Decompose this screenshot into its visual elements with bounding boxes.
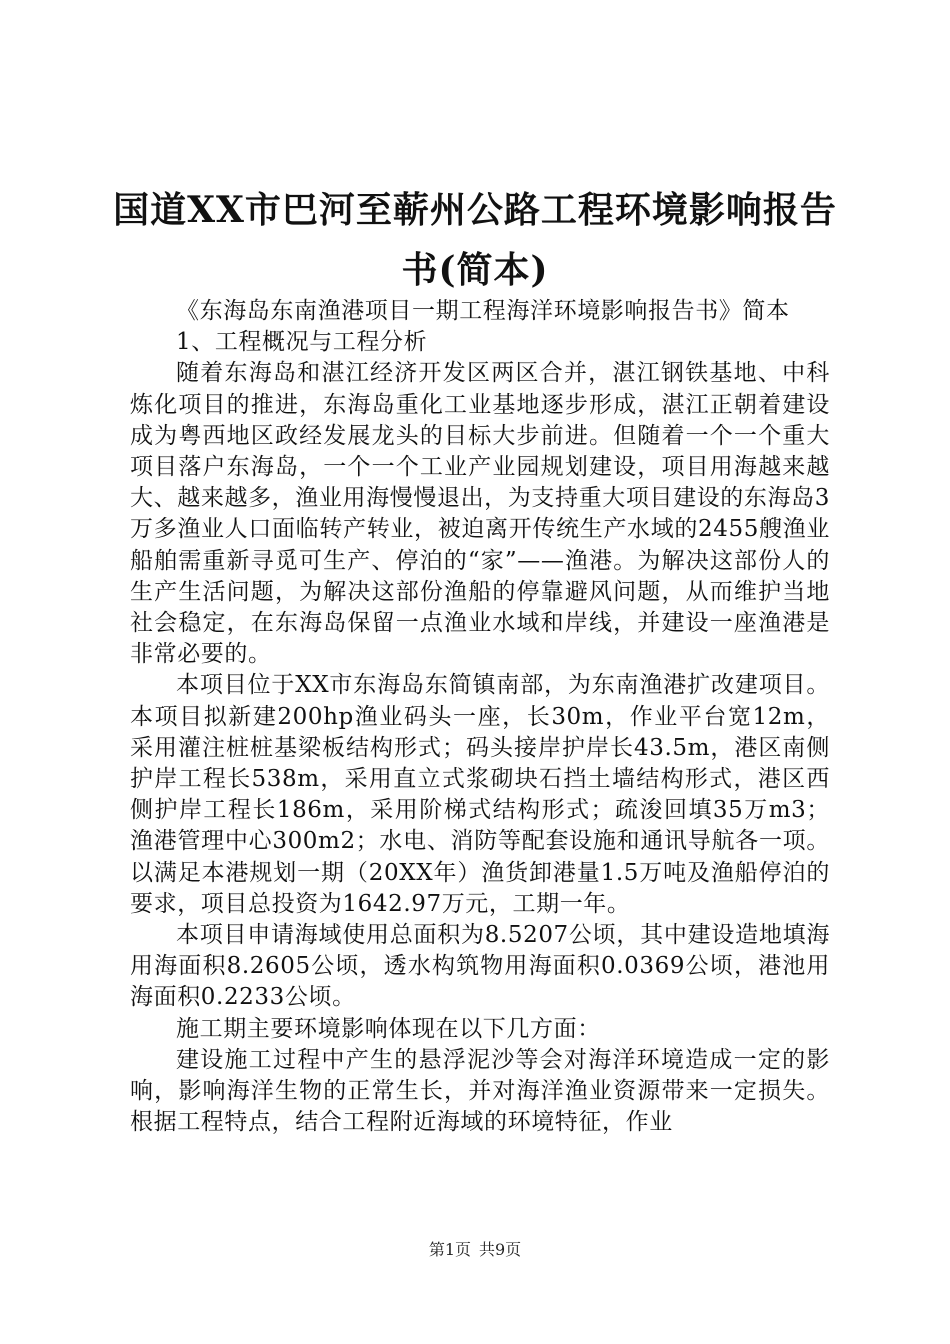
paragraph: 本项目位于XX市东海岛东简镇南部，为东南渔港扩改建项目。本项目拟新建200hp渔业码头一座，长30m，作业平台宽12m，采用灌注桩桩基梁板结构形式；码头接岸护岸长43.5m，港区南侧护岸工程长538m，采用直立式浆砌块石挡土墙结构形式，港区西侧护岸工程长186m，采用阶梯式结构形式；疏浚回填35万m3；渔港管理中心300m2；水电、消防等配套设施和通讯导航各一项。以满足本港规划一期（20XX年）渔货卸港量1.5万吨及渔船停泊的要求，项目总投资为1642.97万元，工期一年。 [130, 672, 830, 917]
document-body [130, 296, 830, 1138]
paragraph: 《东海岛东南渔港项目一期工程海洋环境影响报告书》简本 [176, 298, 790, 324]
paragraph: 随着东海岛和湛江经济开发区两区合并，湛江钢铁基地、中科炼化项目的推进，东海岛重化工业基地逐步形成，湛江正朝着建设成为粤西地区政经发展龙头的目标大步前进。但随着一个一个重大项目落户东海岛，一个一个工业产业园规划建设，项目用海越来越大、越来越多，渔业用海慢慢退出，为支持重大项目建设的东海岛3万多渔业人口面临转产转业，被迫离开传统生产水域的2455艘渔业船舶需重新寻觅可生产、停泊的“家”——渔港。为解决这部份人的生产生活问题，为解决这部份渔船的停靠避风问题，从而维护当地社会稳定，在东海岛保留一点渔业水域和岸线，并建设一座渔港是非常必要的。 [130, 360, 830, 668]
paragraph: 本项目申请海域使用总面积为8.5207公顷，其中建设造地填海用海面积8.2605公顷，透水构筑物用海面积0.0369公顷，港池用海面积0.2233公顷。 [130, 922, 830, 1011]
paragraph: 建设施工过程中产生的悬浮泥沙等会对海洋环境造成一定的影响，影响海洋生物的正常生长，并对海洋渔业资源带来一定损失。根据工程特点，结合工程附近海域的环境特征，作业 [130, 1046, 830, 1136]
page-number: 第1页 [428, 1240, 471, 1259]
page-total: 共9页 [479, 1240, 522, 1259]
section-heading: 1、工程概况与工程分析 [176, 329, 428, 356]
document-title: 国道XX市巴河至蕲州公路工程环境影响报告书(简本) [113, 189, 837, 291]
paragraph: 施工期主要环境影响体现在以下几方面： [176, 1015, 601, 1042]
page-footer [0, 1240, 950, 1260]
